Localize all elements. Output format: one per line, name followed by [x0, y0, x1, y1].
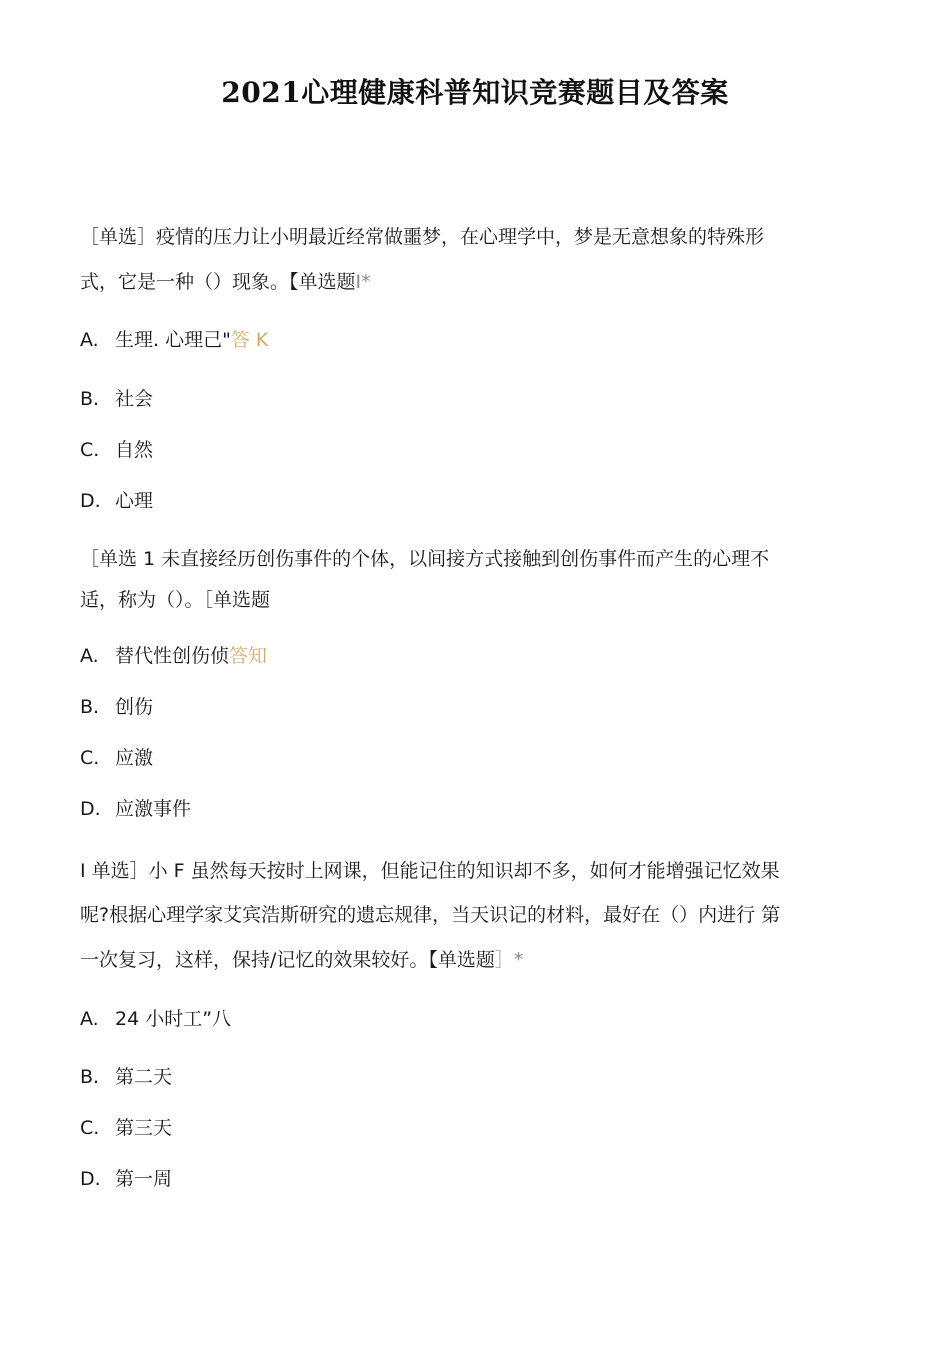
question-3-line-3	[80, 947, 523, 973]
option-text: 应激	[115, 747, 154, 769]
option-letter: B.	[80, 1066, 100, 1088]
option-letter: C.	[80, 1117, 100, 1139]
question-2-line-1	[80, 546, 769, 572]
answer-mark: 答知	[229, 645, 268, 667]
question-3-line-1	[80, 858, 780, 884]
option-text: 创伤	[115, 696, 154, 718]
option-text: 应激事件	[115, 798, 192, 820]
question-2-option-b	[80, 694, 153, 720]
answer-mark: 答 K	[230, 329, 269, 351]
option-letter: A.	[80, 645, 99, 667]
question-text: ［单选 1 未直接经历创伤事件的个体，以间接方式接触到创伤事件而产生的心理不	[80, 548, 770, 570]
option-text: 第二天	[115, 1066, 173, 1088]
question-2-option-c	[80, 745, 153, 771]
question-text: 式，它是一种（）现象。【单选题	[80, 271, 356, 293]
question-2-option-d	[80, 796, 191, 822]
option-text: 生理. 心理己"	[115, 329, 231, 351]
option-letter: A.	[80, 1008, 99, 1030]
option-text: 社会	[115, 388, 154, 410]
question-3-option-d	[80, 1166, 172, 1192]
option-text: 24 小时工”八	[115, 1008, 232, 1030]
question-1-option-a	[80, 327, 268, 353]
question-text: 适，称为（）。［单选题	[80, 589, 271, 611]
question-text: I 单选］小 F 虽然每天按时上网课，但能记住的知识却不多，如何才能增强记忆效果	[80, 860, 780, 882]
question-text: 一次复习，这样，保持/记忆的效果较好。【单选题	[80, 949, 495, 971]
option-text: 自然	[115, 439, 154, 461]
question-1-option-c	[80, 437, 153, 463]
option-text: 第一周	[115, 1168, 173, 1190]
option-letter: B.	[80, 388, 100, 410]
question-text: 呢?根据心理学家艾宾浩斯研究的遗忘规律，当天识记的材料，最好在（）内进行 第	[80, 904, 781, 926]
option-letter: C.	[80, 747, 100, 769]
option-text: 心理	[115, 490, 154, 512]
question-3-option-b	[80, 1064, 172, 1090]
document-title: 2021心理健康科普知识竞赛题目及答案	[221, 76, 729, 109]
option-letter: B.	[80, 696, 100, 718]
option-letter: D.	[80, 490, 101, 512]
option-text: 第三天	[115, 1117, 173, 1139]
question-2-line-2	[80, 587, 270, 613]
question-1-option-b	[80, 386, 153, 412]
question-mark: ］*	[494, 949, 524, 971]
question-3-option-c	[80, 1115, 172, 1141]
question-3-line-2	[80, 902, 780, 928]
question-mark: I*	[355, 271, 371, 293]
option-letter: A.	[80, 329, 99, 351]
question-text: ［单选］疫情的压力让小明最近经常做噩梦，在心理学中，梦是无意想象的特殊形	[80, 226, 765, 248]
question-2-option-a	[80, 643, 267, 669]
option-letter: D.	[80, 1168, 101, 1190]
question-1-option-d	[80, 488, 153, 514]
option-letter: D.	[80, 798, 101, 820]
option-letter: C.	[80, 439, 100, 461]
question-1-line-2	[80, 269, 371, 295]
question-3-option-a	[80, 1006, 231, 1032]
question-1-line-1	[80, 224, 764, 250]
option-text: 替代性创伤侦	[115, 645, 230, 667]
